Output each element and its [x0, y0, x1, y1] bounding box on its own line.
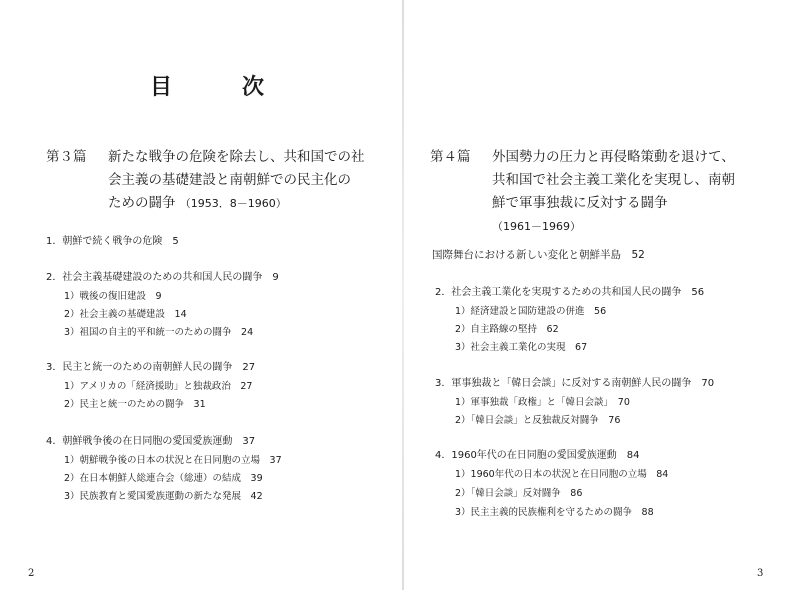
toc-subsection: 1）アメリカの「経済援助」と独裁政治 27 [64, 381, 253, 392]
toc-subsection: 3）民族教育と愛国愛族運動の新たな発展 42 [64, 491, 263, 502]
part-title-line: ための闘争 [108, 195, 176, 211]
part-title-line: 会主義の基礎建設と南朝鮮での民主化の [108, 172, 351, 188]
toc-subsection: 2）自主路線の堅持 62 [455, 324, 559, 335]
toc-subsection: 2）「韓日会談」と反独裁反対闘争 76 [455, 415, 621, 426]
part-title-line: 鮮で軍事独裁に反対する闘争 [492, 195, 668, 211]
part-years: （1961－1969） [492, 220, 581, 233]
toc-section: 3．民主と統一のための南朝鮮人民の闘争 27 [46, 362, 256, 373]
toc-subsection: 1）軍事独裁「政権」と「韓日会談」 70 [455, 397, 630, 408]
part-title-line: 外国勢力の圧力と再侵略策動を退けて、 [492, 149, 735, 165]
part-title-line: 共和国で社会主義工業化を実現し、南朝 [492, 172, 735, 188]
toc-subsection: 2）「韓日会談」反対闘争 86 [455, 488, 583, 499]
toc-subsection: 1）戦後の復旧建設 9 [64, 291, 162, 302]
toc-section: 2．社会主義工業化を実現するための共和国人民の闘争 56 [435, 287, 705, 298]
title-char-right: 次 [242, 75, 267, 100]
toc-section: 1．朝鮮で続く戦争の危険 5 [46, 236, 179, 247]
toc-subsection: 2）在日本朝鮮人総連合会（総連）の結成 39 [64, 473, 263, 484]
part-number: 第４篇 [430, 149, 471, 165]
page-number: 2 [28, 568, 35, 579]
toc-subsection: 3）社会主義工業化の実現 67 [455, 342, 588, 353]
toc-subsection: 3）祖国の自主的平和統一のための闘争 24 [64, 327, 254, 338]
toc-subsection: 1）朝鮮戦争後の日本の状況と在日同胞の立場 37 [64, 455, 282, 466]
toc-intro: 国際舞台における新しい変化と朝鮮半島 52 [432, 249, 645, 261]
toc-subsection: 2）民主と統一のための闘争 31 [64, 399, 206, 410]
page-number: 3 [757, 568, 764, 579]
part-title-line: 新たな戦争の危険を除去し、共和国での社 [108, 149, 365, 165]
toc-section: 4．1960年代の在日同胞の愛国愛族運動 84 [435, 450, 640, 461]
toc-subsection: 1）1960年代の日本の状況と在日同胞の立場 84 [455, 469, 669, 480]
toc-subsection: 3）民主主義的民族権利を守るための闘争 88 [455, 507, 654, 518]
part-years: （1953．8－1960） [179, 197, 287, 210]
part-number: 第３篇 [46, 149, 87, 165]
right-page [405, 0, 800, 590]
toc-subsection: 2）社会主義の基礎建設 14 [64, 309, 187, 320]
toc-section: 4．朝鮮戦争後の在日同胞の愛国愛族運動 37 [46, 436, 256, 447]
toc-subsection: 1）経済建設と国防建設の併進 56 [455, 306, 607, 317]
title-char-left: 目 [150, 75, 175, 100]
toc-section: 2．社会主義基礎建設のための共和国人民の闘争 9 [46, 272, 279, 283]
toc-section: 3．軍事独裁と「韓日会談」に反対する南朝鮮人民の闘争 70 [435, 378, 715, 389]
